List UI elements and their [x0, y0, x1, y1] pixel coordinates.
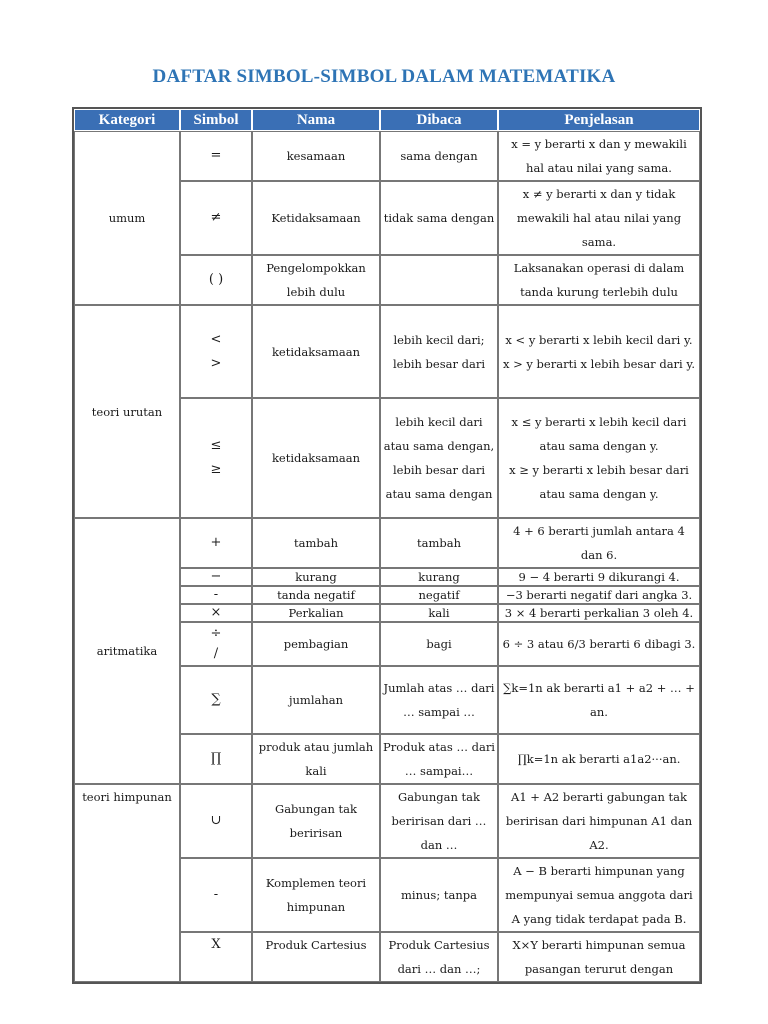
name-cell: Produk Cartesius — [252, 932, 380, 982]
symbol-divide: ÷ — [210, 626, 222, 641]
desc-line: x > y berarti x lebih besar dari y. — [502, 356, 696, 371]
symbol-slash: / — [213, 646, 219, 661]
table-header-row — [74, 109, 700, 131]
desc-line: x < y berarti x lebih kecil dari y. — [505, 332, 693, 347]
read-cell: Produk atas … dari … sampai… — [380, 734, 498, 784]
desc-cell: ∏k=1n ak berarti a1a2···an. — [498, 734, 700, 784]
name-cell: jumlahan — [252, 666, 380, 734]
read-cell: Produk Cartesius dari … dan …; — [380, 932, 498, 982]
read-cell: Jumlah atas … dari … sampai … — [380, 666, 498, 734]
category-teori-urutan: teori urutan — [74, 305, 180, 518]
read-cell: minus; tanpa — [380, 858, 498, 932]
symbol-greater-than: > — [210, 355, 222, 371]
read-cell: kurang — [380, 568, 498, 586]
table-row — [74, 131, 700, 181]
name-cell: ketidaksamaan — [252, 305, 380, 398]
name-cell: produk atau jumlah kali — [252, 734, 380, 784]
read-cell: tidak sama dengan — [380, 181, 498, 255]
symbol-cell: ∑ — [180, 666, 252, 734]
desc-cell: X×Y berarti himpunan semua pasangan terurut dengan — [498, 932, 700, 982]
category-aritmatika: aritmatika — [74, 518, 180, 784]
symbol-cell — [180, 398, 252, 518]
header-penjelasan: Penjelasan — [498, 109, 700, 131]
symbol-cell: - — [180, 586, 252, 604]
name-cell: pembagian — [252, 622, 380, 666]
symbol-leq: ≤ — [210, 438, 222, 453]
desc-cell: 3 × 4 berarti perkalian 3 oleh 4. — [498, 604, 700, 622]
symbol-cell: ∪ — [180, 784, 252, 858]
symbol-cell: × — [180, 604, 252, 622]
symbol-geq: ≥ — [210, 462, 222, 477]
desc-cell — [498, 398, 700, 518]
category-umum: umum — [74, 131, 180, 305]
symbol-cell: X — [180, 932, 252, 982]
read-cell: sama dengan — [380, 131, 498, 181]
read-cell: lebih kecil dari atau sama dengan, lebih besar dari atau sama dengan — [380, 398, 498, 518]
desc-line: x ≤ y berarti x lebih kecil dari atau sama dengan y. — [511, 415, 687, 453]
header-dibaca: Dibaca — [380, 109, 498, 131]
symbol-cell: ( ) — [180, 255, 252, 305]
read-cell — [380, 255, 498, 305]
page-title: DAFTAR SIMBOL-SIMBOL DALAM MATEMATIKA — [152, 66, 616, 87]
table-row — [74, 518, 700, 568]
read-cell: Gabungan tak beririsan dari … dan … — [380, 784, 498, 858]
table-row — [74, 784, 700, 858]
symbol-less-than: < — [210, 331, 222, 347]
name-cell: tambah — [252, 518, 380, 568]
name-cell: Perkalian — [252, 604, 380, 622]
desc-cell: −3 berarti negatif dari angka 3. — [498, 586, 700, 604]
symbol-cell — [180, 305, 252, 398]
desc-cell: A − B berarti himpunan yang mempunyai semua anggota dari A yang tidak terdapat pada B. — [498, 858, 700, 932]
desc-cell: x ≠ y berarti x dan y tidak mewakili hal atau nilai yang sama. — [498, 181, 700, 255]
symbol-cell: + — [180, 518, 252, 568]
desc-line: x ≥ y berarti x lebih besar dari atau sama dengan y. — [509, 463, 689, 501]
header-simbol: Simbol — [180, 109, 252, 131]
name-cell: kesamaan — [252, 131, 380, 181]
name-cell: Gabungan tak beririsan — [252, 784, 380, 858]
name-cell: tanda negatif — [252, 586, 380, 604]
category-teori-himpunan: teori himpunan — [74, 784, 180, 982]
name-cell: Pengelompokkan lebih dulu — [252, 255, 380, 305]
name-cell: ketidaksamaan — [252, 398, 380, 518]
symbol-cell: = — [180, 131, 252, 181]
name-cell: kurang — [252, 568, 380, 586]
desc-cell: x = y berarti x dan y mewakili hal atau nilai yang sama. — [498, 131, 700, 181]
desc-cell: 4 + 6 berarti jumlah antara 4 dan 6. — [498, 518, 700, 568]
header-kategori: Kategori — [74, 109, 180, 131]
desc-cell: 9 − 4 berarti 9 dikurangi 4. — [498, 568, 700, 586]
read-cell: negatif — [380, 586, 498, 604]
name-cell: Ketidaksamaan — [252, 181, 380, 255]
desc-cell — [498, 305, 700, 398]
symbol-cell: − — [180, 568, 252, 586]
desc-cell: ∑k=1n ak berarti a1 + a2 + … + an. — [498, 666, 700, 734]
table-row — [74, 305, 700, 398]
desc-cell: Laksanakan operasi di dalam tanda kurung terlebih dulu — [498, 255, 700, 305]
read-cell: tambah — [380, 518, 498, 568]
symbol-cell: - — [180, 858, 252, 932]
read-cell: kali — [380, 604, 498, 622]
symbol-cell — [180, 622, 252, 666]
header-nama: Nama — [252, 109, 380, 131]
name-cell: Komplemen teori himpunan — [252, 858, 380, 932]
symbol-cell: ∏ — [180, 734, 252, 784]
symbol-table — [72, 107, 702, 984]
desc-cell: 6 ÷ 3 atau 6/3 berarti 6 dibagi 3. — [498, 622, 700, 666]
read-cell: lebih kecil dari; lebih besar dari — [380, 305, 498, 398]
read-cell: bagi — [380, 622, 498, 666]
symbol-cell: ≠ — [180, 181, 252, 255]
desc-cell: A1 + A2 berarti gabungan tak beririsan dari himpunan A1 dan A2. — [498, 784, 700, 858]
